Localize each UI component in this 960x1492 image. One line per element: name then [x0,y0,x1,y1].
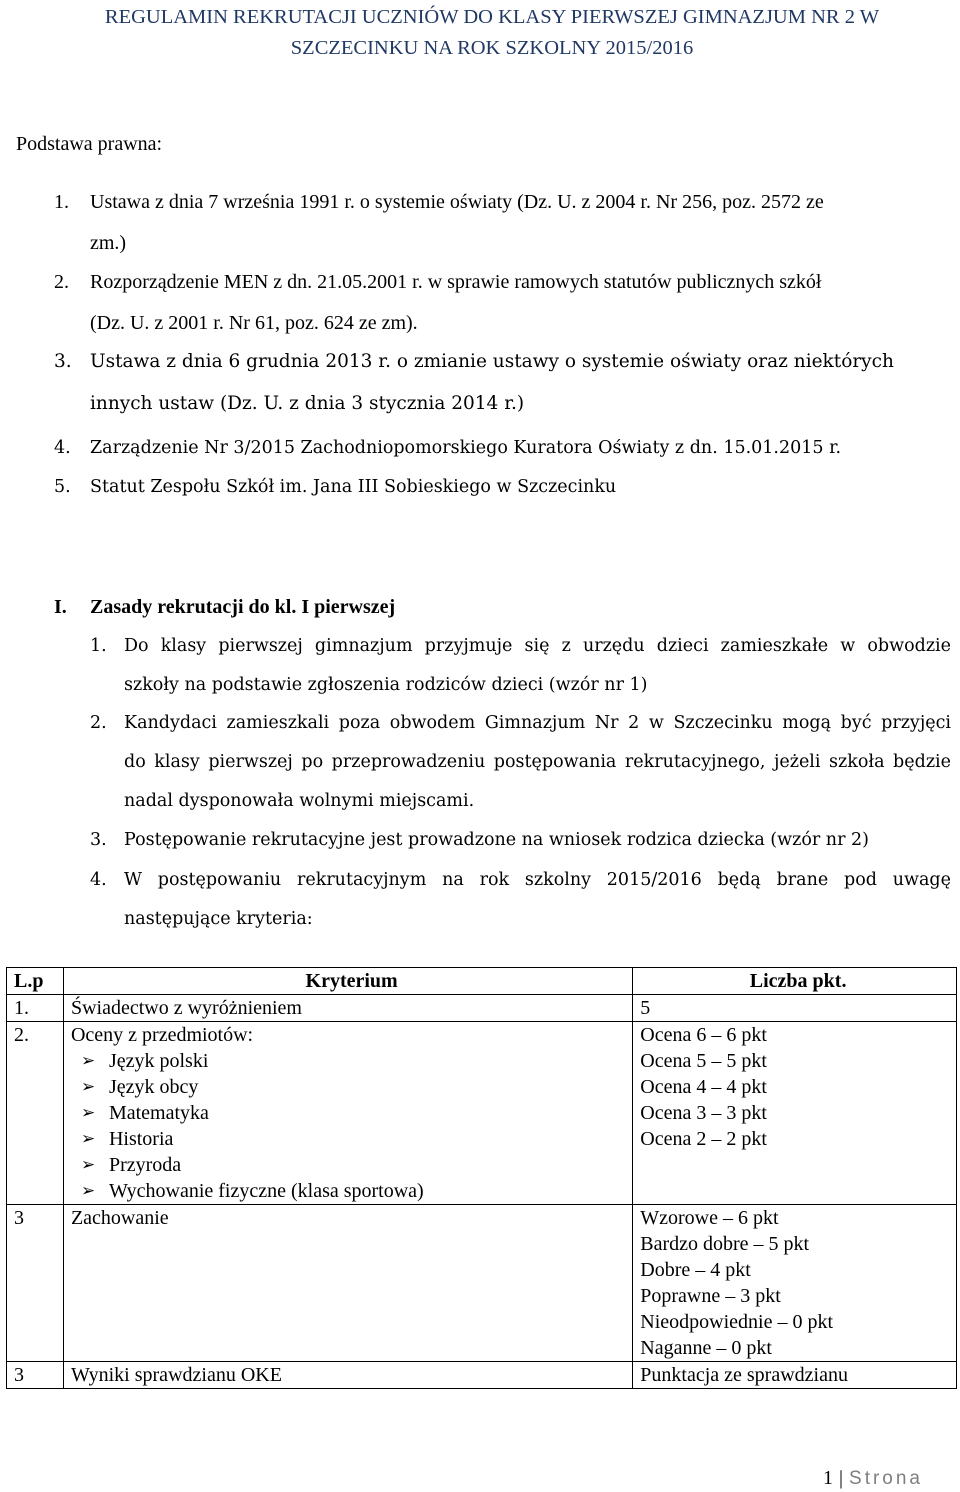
subject-label: Przyroda [108,1154,182,1176]
arrow-bullet-icon: ➢ [80,1181,96,1201]
subject-label: Matematyka [108,1102,209,1124]
rule-item-text: Do klasy pierwszej gimnazjum przyjmuje się z urzędu dzieci zamieszkałe w obwodzie [124,636,951,656]
points-line: Ocena 5 – 5 pkt [640,1050,767,1072]
arrow-bullet-icon: ➢ [80,1103,96,1123]
header-criterion: Kryterium [63,968,632,995]
table-row [7,1022,957,1205]
table-row [7,1205,957,1362]
law-item-text: zm.) [90,232,127,254]
header-points: Liczba pkt. [633,968,957,995]
points-line: Ocena 6 – 6 pkt [640,1024,767,1046]
subject-label: Historia [108,1128,174,1150]
law-item-text: Rozporządzenie MEN z dn. 21.05.2001 r. w sprawie ramowych statutów publicznych szkół [90,271,822,293]
arrow-bullet-icon: ➢ [80,1129,96,1149]
subject-item [71,1074,632,1100]
rule-item-text: nadal dysponowała wolnymi miejscami. [124,791,475,811]
page-footer [823,1465,923,1492]
rule-item-number: 3. [90,830,107,850]
subject-item [71,1126,632,1152]
table-header-row [7,968,957,995]
law-item-number: 2. [54,271,69,293]
law-item-text: innych ustaw (Dz. U. z dnia 3 stycznia 2014 r.) [90,393,525,414]
criteria-table [6,967,957,1389]
points-line: Wzorowe – 6 pkt [640,1207,779,1229]
law-item-text: Statut Zespołu Szkół im. Jana III Sobieskiego w Szczecinku [90,477,617,497]
criterion-title: Oceny z przedmiotów: [70,1024,254,1046]
rule-item-text: następujące kryteria: [124,909,313,929]
subject-item [71,1100,632,1126]
table-row [7,995,957,1022]
points-line: Ocena 2 – 2 pkt [640,1128,767,1150]
cell-criterion [63,1022,632,1205]
law-item-text: Ustawa z dnia 7 września 1991 r. o systemie oświaty (Dz. U. z 2004 r. Nr 256, poz. 2572 ze [90,191,824,213]
law-item-text: Ustawa z dnia 6 grudnia 2013 r. o zmianie ustawy o systemie oświaty oraz niektórych [90,351,894,372]
rule-item-text: szkoły na podstawie zgłoszenia rodziców dzieci (wzór nr 1) [124,675,648,695]
law-item-number: 4. [54,438,71,458]
header-lp: L.p [7,968,64,995]
subject-item [71,1152,632,1178]
points-line: Nieodpowiednie – 0 pkt [640,1311,834,1333]
law-item-number: 5. [54,477,71,497]
points-line: Ocena 3 – 3 pkt [640,1102,767,1124]
law-item-text: (Dz. U. z 2001 r. Nr 61, poz. 624 ze zm). [90,312,418,334]
points-line: Naganne – 0 pkt [640,1337,772,1359]
points-line: Dobre – 4 pkt [640,1259,751,1281]
subject-label: Język polski [108,1050,209,1072]
points-line: Poprawne – 3 pkt [640,1285,781,1307]
rule-item-text: Postępowanie rekrutacyjne jest prowadzone na wniosek rodzica dziecka (wzór nr 2) [124,830,869,850]
footer-separator: | [839,1467,844,1489]
cell-points: Punktacja ze sprawdzianu [633,1362,957,1389]
cell-lp: 1. [7,995,64,1022]
cell-lp: 2. [7,1022,64,1205]
cell-points [633,1205,957,1362]
title-line-2: SZCZECINKU NA ROK SZKOLNY 2015/2016 [290,37,694,59]
rule-item-text: W postępowaniu rekrutacyjnym na rok szkolny 2015/2016 będą brane pod uwagę [124,870,951,890]
subject-label: Wychowanie fizyczne (klasa sportowa) [108,1180,424,1202]
title-line-1: REGULAMIN REKRUTACJI UCZNIÓW DO KLASY PIERWSZEJ GIMNAZJUM NR 2 W [104,6,880,28]
rule-item-text: Kandydaci zamieszkali poza obwodem Gimnazjum Nr 2 w Szczecinku mogą być przyjęci [124,713,951,733]
subject-item [71,1048,632,1074]
law-item-text: Zarządzenie Nr 3/2015 Zachodniopomorskiego Kuratora Oświaty z dn. 15.01.2015 r. [90,438,842,458]
points-line: Bardzo dobre – 5 pkt [640,1233,810,1255]
legal-basis-heading: Podstawa prawna: [16,133,163,155]
rule-item-number: 4. [90,870,107,890]
law-item-number: 3. [54,351,72,372]
section-number: I. [54,596,67,618]
rule-item-text: do klasy pierwszej po przeprowadzeniu postępowania rekrutacyjnego, jeżeli szkoła będzie [124,752,951,772]
cell-criterion: Wyniki sprawdzianu OKE [63,1362,632,1389]
cell-criterion: Zachowanie [63,1205,632,1362]
page-number: 1 [823,1467,833,1489]
section-heading: Zasady rekrutacji do kl. I pierwszej [90,596,396,618]
rule-item-number: 2. [90,713,107,733]
rule-item-number: 1. [90,636,107,656]
arrow-bullet-icon: ➢ [80,1155,96,1175]
cell-lp: 3 [7,1362,64,1389]
cell-points: 5 [633,995,957,1022]
subject-item [71,1178,632,1204]
subject-label: Język obcy [108,1076,199,1098]
cell-lp: 3 [7,1205,64,1362]
law-item-number: 1. [54,191,69,213]
page-word: Strona [849,1468,923,1489]
points-line: Ocena 4 – 4 pkt [640,1076,767,1098]
cell-points [633,1022,957,1205]
arrow-bullet-icon: ➢ [80,1077,96,1097]
cell-criterion: Świadectwo z wyróżnieniem [63,995,632,1022]
table-row [7,1362,957,1389]
document-title [52,2,932,64]
arrow-bullet-icon: ➢ [80,1051,96,1071]
